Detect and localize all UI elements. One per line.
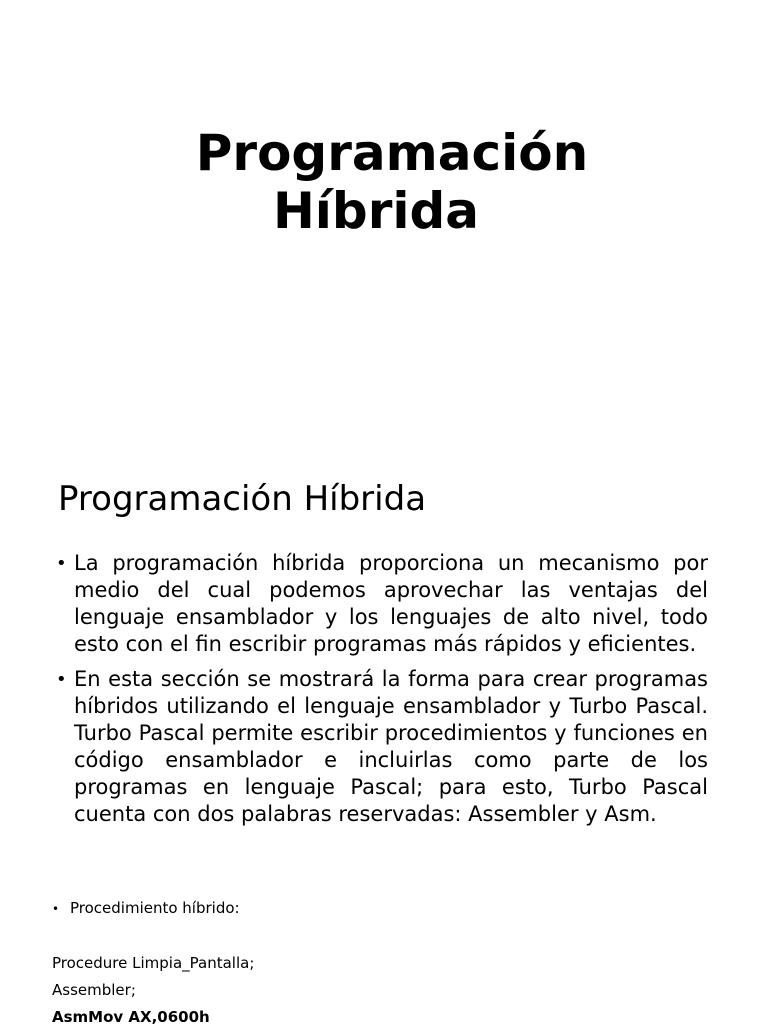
code-line: AsmMov AX,0600h <box>52 1008 210 1024</box>
code-bullet <box>52 898 240 919</box>
bullet-icon: • <box>56 669 67 690</box>
main-title <box>0 124 768 240</box>
code-line: Assembler; <box>52 981 136 999</box>
content-slide <box>0 440 768 864</box>
bullet-list <box>56 550 708 836</box>
code-bullet-text: Procedimiento híbrido: <box>70 899 240 917</box>
bullet-item <box>56 550 708 658</box>
title-slide <box>0 0 768 440</box>
bullet-text: La programación híbrida proporciona un mecanismo por medio del cual podemos aprovechar las ventajas del lenguaje ensamblador y los lenguajes de alto nivel, todo esto con el fin escribir programas más rápidos y eficientes. <box>74 551 708 656</box>
section-heading: Programación Híbrida <box>58 479 427 519</box>
main-title-line-2: Híbrida <box>272 182 480 240</box>
code-line: Procedure Limpia_Pantalla; <box>52 954 255 972</box>
code-slide <box>0 864 768 1024</box>
bullet-icon: • <box>52 902 60 916</box>
bullet-text: En esta sección se mostrará la forma para crear programas híbridos utilizando el lenguaje ensamblador y Turbo Pascal. Turbo Pascal permite escribir procedimientos y funciones en código ensamblador e incluirlas como parte de los programas en lenguaje Pascal; para esto, Turbo Pascal cuenta con dos palabras reservadas: Assembler y Asm. <box>74 667 708 826</box>
bullet-icon: • <box>56 553 67 574</box>
code-block <box>52 950 254 1024</box>
main-title-line-1: Programación <box>195 124 589 182</box>
bullet-item <box>56 666 708 828</box>
